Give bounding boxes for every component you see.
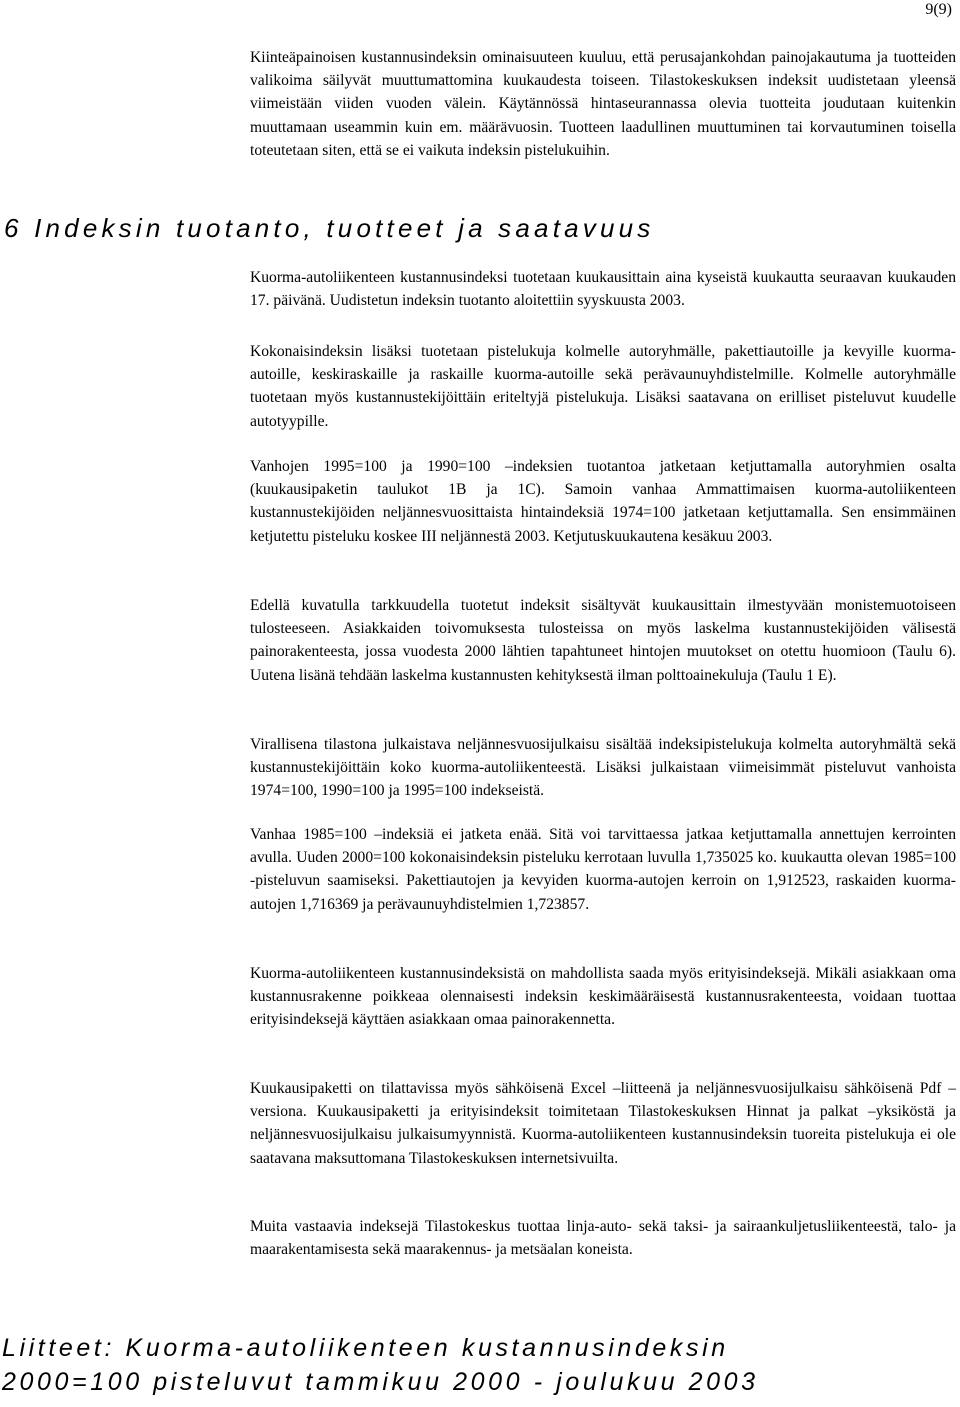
section-heading: 6 Indeksin tuotanto, tuotteet ja saatavuus — [4, 213, 655, 243]
paragraph-special-indices: Kuorma-autoliikenteen kustannusindeksistä on mahdollista saada myös erityisindeksejä. Mikäli asiakkaan oma kustannusrakenne poikkeaa olennaisesti indeksin keskimääräisestä kustannusrakenteesta, voidaan tuottaa erityisindeksejä käyttäen asiakkaan omaa painorakennetta. — [250, 965, 956, 1029]
paragraph-coefficients: Vanhaa 1985=100 –indeksiä ei jatketa enää. Sitä voi tarvittaessa jatkaa ketjuttamalla annettujen kerrointen avulla. Uuden 2000=100 kokonaisindeksin pisteluku kerrotaan luvulla 1,735025 ko. kuukautta olevan 1985=100 -pisteluvun saamiseksi. Pakettiautojen ja kevyiden kuorma-autojen kerroin on 1,912523, raskaiden kuorma-autojen 1,716369 ja perävaunuyhdistelmien 1,723857. — [250, 826, 956, 913]
appendix-title-line2: 2000=100 pisteluvut tammikuu 2000 - joulukuu 2003 — [2, 1368, 759, 1396]
paragraph-printed-output: Edellä kuvatulla tarkkuudella tuotetut indeksit sisältyvät kuukausittain ilmestyvään monistemuotoiseen tulosteeseen. Asiakkaiden toivomuksesta tulosteissa on myös laskelma kustannustekijöiden välisestä painorakenteesta, jossa vuodesta 2000 lähtien tapahtuneet hintojen muutokset on otettu huomioon (Taulu 6). Uutena lisänä tehdään laskelma kustannusten kehityksestä ilman polttoainekuluja (Taulu 1 E). — [250, 597, 956, 684]
appendix-title-line1: Liitteet: Kuorma-autoliikenteen kustannusindeksin — [2, 1334, 729, 1362]
paragraph-vehicle-groups: Kokonaisindeksin lisäksi tuotetaan pistelukuja kolmelle autoryhmälle, pakettiautoille ja kevyille kuorma-autoille, keskiraskaille ja raskaille kuorma-autoille sekä perävaunuyhdistelmille. Kolmelle autoryhmälle tuotetaan myös kustannustekijöittäin eriteltyjä pistelukuja. Lisäksi saatavana on erilliset pisteluvut kuudelle autotyypille. — [250, 343, 956, 430]
paragraph-production-schedule: Kuorma-autoliikenteen kustannusindeksi tuotetaan kuukausittain aina kyseistä kuukautta seuraavan kuukauden 17. päivänä. Uudistetun indeksin tuotanto aloitettiin syyskuusta 2003. — [250, 269, 956, 310]
page-number: 9(9) — [925, 1, 952, 18]
paragraph-old-indices: Vanhojen 1995=100 ja 1990=100 –indeksien tuotantoa jatketaan ketjuttamalla autoryhmien osalta (kuukausipaketin taulukot 1B ja 1C). Samoin vanhaa Ammattimaisen kuorma-autoliikenteen kustannustekijöiden neljännesvuosittaista hintaindeksiä 1974=100 jatketaan ketjuttamalla. Sen ensimmäinen ketjutettu pisteluku koskee III neljännestä 2003. Ketjutuskuukautena kesäkuu 2003. — [250, 458, 956, 545]
appendix-title — [2, 1331, 759, 1399]
paragraph-availability: Kuukausipaketti on tilattavissa myös sähköisenä Excel –liitteenä ja neljännesvuosijulkaisu sähköisenä Pdf –versiona. Kuukausipaketti ja erityisindeksit toimitetaan Tilastokeskuksen Hinnat ja palkat –yksiköstä ja neljännesvuosijulkaisu julkaisumyynnistä. Kuorma-autoliikenteen kustannusindeksin tuoreita pistelukuja ei ole saatavana maksuttomana Tilastokeskuksen internetsivuilta. — [250, 1080, 956, 1167]
paragraph-quarterly-publication: Virallisena tilastona julkaistava neljännesvuosijulkaisu sisältää indeksipistelukuja kolmelta autoryhmältä sekä kustannustekijöittäin koko kuorma-autoliikenteestä. Lisäksi julkaistaan viimeisimmät pisteluvut vanhoista 1974=100, 1990=100 ja 1995=100 indekseistä. — [250, 736, 956, 800]
paragraph-other-indices: Muita vastaavia indeksejä Tilastokeskus tuottaa linja-auto- sekä taksi- ja sairaankuljetusliikenteestä, talo- ja maarakentamisesta sekä maarakennus- ja metsäalan koneista. — [250, 1218, 956, 1259]
intro-paragraph: Kiinteäpainoisen kustannusindeksin ominaisuuteen kuuluu, että perusajankohdan painojakautuma ja tuotteiden valikoima säilyvät muuttumattomina kuukaudesta toiseen. Tilastokeskuksen indeksit uudistetaan yleensä viimeistään viiden vuoden välein. Käytännössä hintaseurannassa olevia tuotteita joudutaan kuitenkin muuttamaan useammin kuin em. määrävuosin. Tuotteen laadullinen muuttuminen tai korvautuminen toisella toteutetaan siten, että se ei vaikuta indeksin pistelukuihin. — [250, 49, 956, 159]
